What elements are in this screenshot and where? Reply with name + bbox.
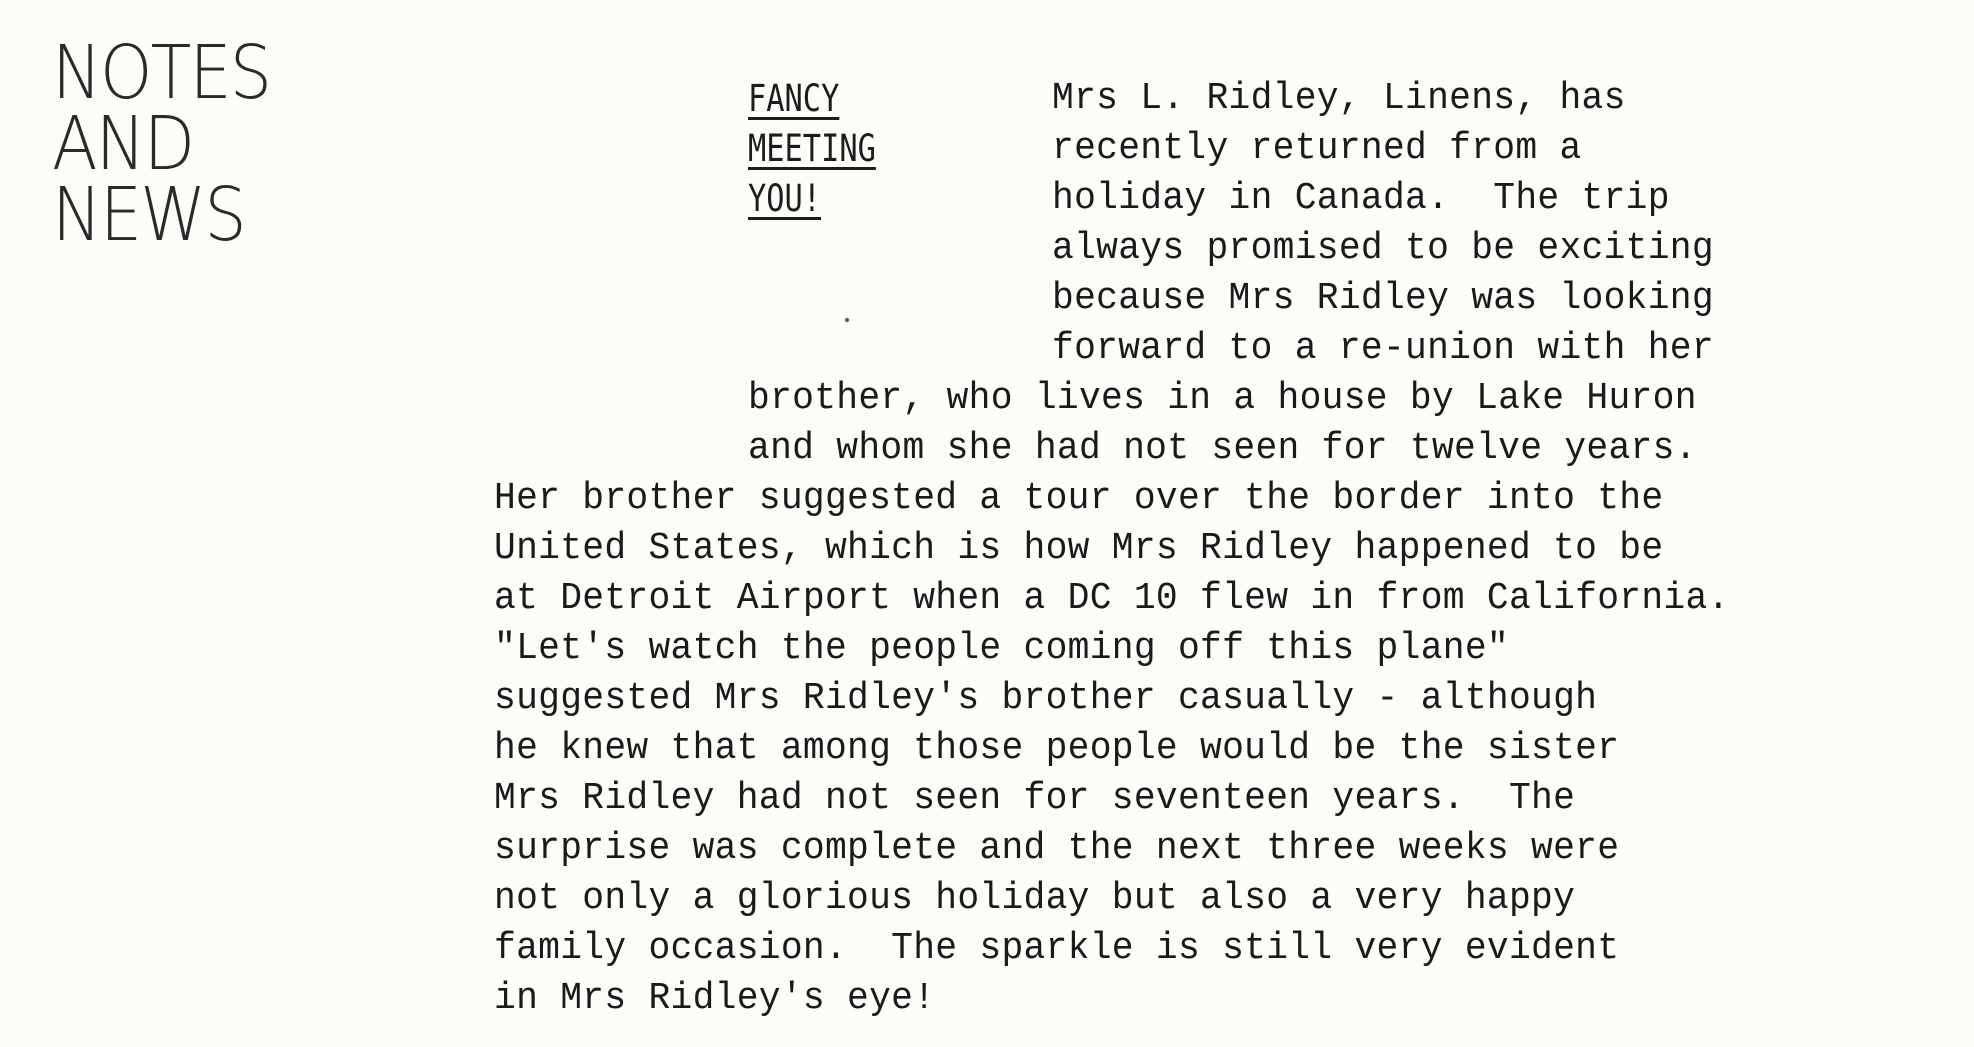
body-line: United States, which is how Mrs Ridley happened to be: [494, 527, 1664, 570]
masthead-line-news: NEWS: [52, 172, 245, 258]
heading-text: FANCY: [748, 77, 840, 120]
body-line: because Mrs Ridley was looking: [1052, 277, 1714, 320]
masthead-line-and: AND: [52, 101, 194, 187]
body-line: in Mrs Ridley's eye!: [494, 977, 936, 1020]
body-line: not only a glorious holiday but also a very happy: [494, 877, 1576, 920]
body-line: family occasion. The sparkle is still very evident: [494, 927, 1620, 970]
body-line: Mrs L. Ridley, Linens, has: [1052, 77, 1626, 120]
body-line: he knew that among those people would be the sister: [494, 727, 1620, 770]
body-line: forward to a re-union with her: [1052, 327, 1714, 370]
body-line: holiday in Canada. The trip: [1052, 177, 1670, 220]
body-line: recently returned from a: [1052, 127, 1582, 170]
body-line: at Detroit Airport when a DC 10 flew in from California.: [494, 577, 1730, 620]
body-line: surprise was complete and the next three weeks were: [494, 827, 1620, 870]
body-line: always promised to be exciting: [1052, 227, 1714, 270]
body-line: brother, who lives in a house by Lake Huron: [748, 377, 1697, 420]
body-line: Mrs Ridley had not seen for seventeen years. The: [494, 777, 1576, 820]
heading-text: YOU!: [748, 177, 822, 220]
body-line: "Let's watch the people coming off this plane": [494, 627, 1509, 670]
body-line: suggested Mrs Ridley's brother casually - although: [494, 677, 1598, 720]
masthead-line-notes: NOTES: [52, 30, 271, 116]
heading-text: MEETING: [748, 127, 876, 170]
body-line: and whom she had not seen for twelve years.: [748, 427, 1697, 470]
body-line: Her brother suggested a tour over the border into the: [494, 477, 1664, 520]
article-body: [0, 74, 1974, 1034]
